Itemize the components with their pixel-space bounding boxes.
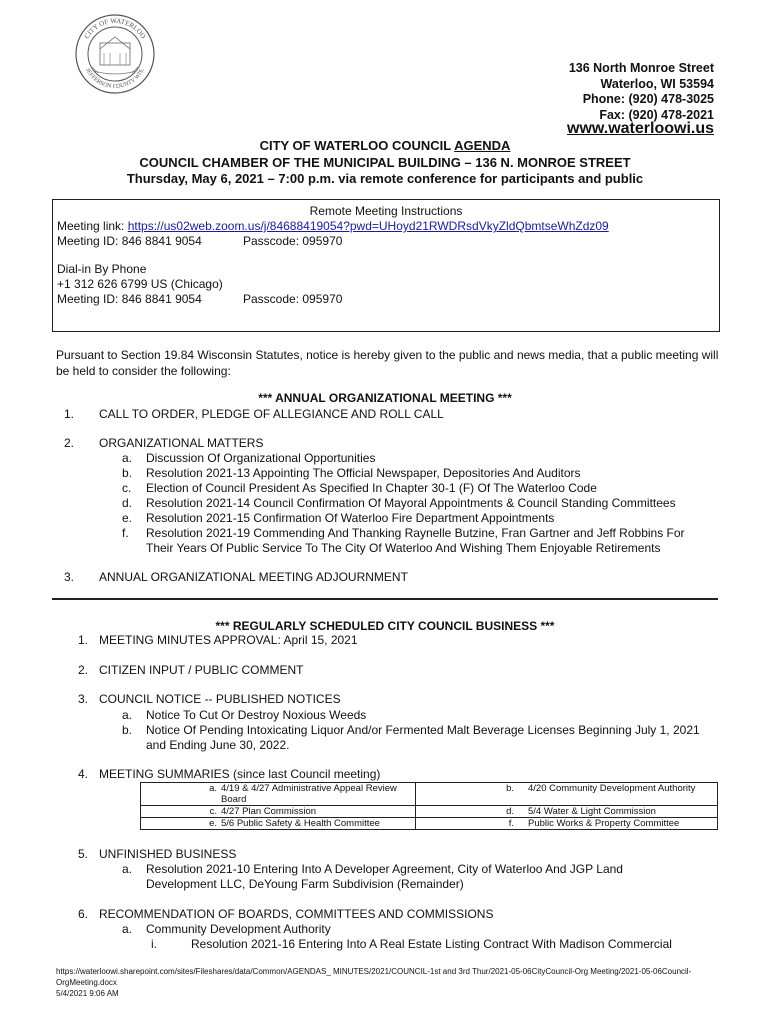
meeting-id-line-1 — [53, 234, 719, 249]
agenda-subtitle: COUNCIL CHAMBER OF THE MUNICIPAL BUILDING – 136 N. MONROE STREET — [139, 155, 631, 170]
list-item: b. Resolution 2021-13 Appointing The Official Newspaper, Depositories And Auditors — [122, 466, 581, 480]
list-item: f. Resolution 2021-19 Commending And Thanking Raynelle Butzine, Fran Gartner and Jeff Robbins For — [122, 526, 685, 540]
address-block — [569, 61, 714, 123]
regular-item-1-number: 1. — [78, 633, 89, 647]
list-item-continuation: Development LLC, DeYoung Farm Subdivision (Remainder) — [146, 877, 464, 891]
footer-path-line-2: OrgMeeting.docx — [56, 978, 117, 987]
regular-business-heading: *** REGULARLY SCHEDULED CITY COUNCIL BUSINESS *** — [215, 619, 555, 633]
regular-item-6: RECOMMENDATION OF BOARDS, COMMITTEES AND COMMISSIONS — [99, 907, 494, 921]
list-item-continuation: and Ending June 30, 2022. — [146, 738, 290, 752]
annual-item-1: CALL TO ORDER, PLEDGE OF ALLEGIANCE AND ROLL CALL — [99, 407, 444, 421]
agenda-title-prefix: CITY OF WATERLOO COUNCIL — [259, 138, 455, 153]
regular-item-5: UNFINISHED BUSINESS — [99, 847, 237, 861]
annual-item-3-number: 3. — [64, 570, 75, 584]
annual-item-2-sublist — [122, 451, 722, 556]
regular-item-2: CITIZEN INPUT / PUBLIC COMMENT — [99, 663, 304, 677]
remote-instructions-box — [52, 199, 720, 332]
zoom-meeting-link[interactable]: https://us02web.zoom.us/j/84688419054?pwd=UHoyd21RWDRsdVkyZldQbmtseWhZdz09 — [127, 219, 609, 233]
address-city: Waterloo, WI 53594 — [600, 76, 714, 91]
address-phone: Phone: (920) 478-3025 — [582, 92, 714, 106]
footer-path-line-1: https://waterloowi.sharepoint.com/sites/Fileshares/data/Common/AGENDAS_ MINUTES/2021/COUNCIL-1st and 3rd Thur/2021-05-06CityCouncil-Org Meeting/2021-05-06Council- — [56, 967, 692, 976]
address-street: 136 North Monroe Street — [568, 61, 714, 75]
list-item: d. Resolution 2021-14 Council Confirmation Of Mayoral Appointments & Council Standing Committees — [122, 496, 676, 510]
agenda-title — [0, 138, 770, 153]
regular-item-3: COUNCIL NOTICE -- PUBLISHED NOTICES — [99, 692, 341, 706]
meeting-id-2: Meeting ID: 846 8841 9054 — [57, 292, 202, 306]
regular-item-6-a-i: Resolution 2021-16 Entering Into A Real Estate Listing Contract With Madison Commercial — [191, 937, 672, 951]
city-seal-logo — [74, 13, 156, 95]
meeting-link-line — [53, 219, 719, 234]
agenda-title-underlined: AGENDA — [454, 138, 511, 153]
regular-item-1: MEETING MINUTES APPROVAL: April 15, 2021 — [99, 633, 358, 647]
meeting-id-line-2 — [53, 292, 719, 307]
website-link[interactable]: www.waterloowi.us — [567, 120, 714, 137]
list-item-continuation: Their Years Of Public Service To The City Of Waterloo And Wishing Them Enjoyable Retirements — [146, 541, 661, 555]
seal-top-text: CITY OF WATERLOO — [82, 16, 148, 41]
regular-item-6-a-i-number: i. — [151, 937, 157, 951]
regular-item-4-number: 4. — [78, 767, 89, 781]
table-row: e. 5/6 Public Safety & Health Committee f. Public Works & Property Committee — [141, 818, 718, 830]
list-item: a. Discussion Of Organizational Opportunities — [122, 451, 376, 465]
list-item: c. Election of Council President As Specified In Chapter 30-1 (F) Of The Waterloo Code — [122, 481, 597, 495]
address-fax: Fax: (920) 478-2021 — [599, 107, 714, 122]
footer-timestamp: 5/4/2021 9:06 AM — [56, 989, 119, 998]
annual-item-2: ORGANIZATIONAL MATTERS — [99, 436, 264, 450]
list-item: b. Notice Of Pending Intoxicating Liquor And/or Fermented Malt Beverage Licenses Beginning July 1, 2021 — [122, 723, 700, 737]
regular-item-3-number: 3. — [78, 692, 89, 706]
annual-item-3: ANNUAL ORGANIZATIONAL MEETING ADJOURNMENT — [99, 570, 408, 584]
regular-item-5-sublist — [122, 862, 722, 892]
annual-item-2-number: 2. — [64, 436, 75, 450]
annual-meeting-heading: *** ANNUAL ORGANIZATIONAL MEETING *** — [258, 391, 512, 405]
passcode-2: Passcode: 095970 — [243, 292, 343, 306]
list-item: a. Community Development Authority — [122, 922, 331, 936]
section-divider — [52, 598, 718, 600]
table-row: c. 4/27 Plan Commission d. 5/4 Water & Light Commission — [141, 806, 718, 818]
regular-item-6-sublist — [122, 922, 722, 937]
seal-bottom-text: JEFFERSON COUNTY WIS. — [84, 67, 146, 91]
notice-paragraph: Pursuant to Section 19.84 Wisconsin Statutes, notice is hereby given to the public and news media, that a public meeting will be held to consider the following: — [56, 348, 719, 378]
meeting-link-label: Meeting link: — [57, 219, 128, 233]
remote-heading: Remote Meeting Instructions — [309, 204, 463, 218]
passcode-1: Passcode: 095970 — [243, 234, 343, 248]
meeting-id-1: Meeting ID: 846 8841 9054 — [57, 234, 202, 248]
list-item: e. Resolution 2021-15 Confirmation Of Waterloo Fire Department Appointments — [122, 511, 555, 525]
annual-item-1-number: 1. — [64, 407, 75, 421]
list-item: a. Resolution 2021-10 Entering Into A Developer Agreement, City of Waterloo And JGP Land — [122, 862, 623, 876]
dialin-label: Dial-in By Phone — [57, 262, 147, 276]
dialin-phone: +1 312 626 6799 US (Chicago) — [57, 277, 223, 291]
meeting-summaries-table — [140, 782, 718, 830]
regular-item-3-sublist — [122, 708, 722, 753]
table-row: a. 4/19 & 4/27 Administrative Appeal Review Board b. 4/20 Community Development Authority — [141, 783, 718, 806]
list-item: a. Notice To Cut Or Destroy Noxious Weeds — [122, 708, 367, 722]
regular-item-6-number: 6. — [78, 907, 89, 921]
regular-item-2-number: 2. — [78, 663, 89, 677]
document-footer — [56, 966, 726, 999]
agenda-date-line: Thursday, May 6, 2021 – 7:00 p.m. via remote conference for participants and public — [126, 171, 644, 186]
regular-item-5-number: 5. — [78, 847, 89, 861]
regular-item-4: MEETING SUMMARIES (since last Council meeting) — [99, 767, 381, 781]
